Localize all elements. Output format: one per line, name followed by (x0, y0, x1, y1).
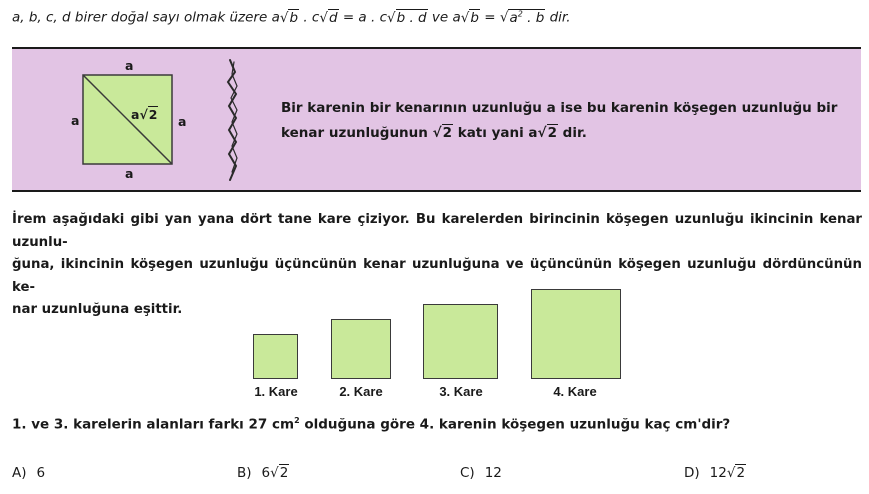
rule-statement (12, 9, 571, 26)
sqrt-d: √d (319, 9, 338, 26)
band-top-border (12, 47, 861, 49)
option-d-sqrt: √2 (726, 465, 746, 481)
rule-prefix: a, b, c, d birer doğal sayı olmak üzere a (12, 9, 280, 26)
option-b-letter: B) (237, 465, 252, 481)
square-1-label: 1. Kare (254, 384, 298, 399)
square-2 (331, 319, 391, 379)
square-3 (423, 304, 498, 379)
rule-mid4: = (479, 9, 500, 26)
figure-side-bottom: a (125, 166, 134, 181)
paragraph-line3: nar uzunluğuna eşittir. (12, 302, 183, 317)
option-c-value: 12 (484, 465, 502, 481)
sqrt-a2b: $√a^2$ . b (499, 9, 545, 26)
figure-diagonal-label: a√2 (131, 107, 158, 122)
sqrt-b-1: √b (279, 9, 299, 26)
rule-mid3: ve a (427, 9, 461, 26)
option-a-letter: A) (12, 465, 27, 481)
info-line1: Bir karenin bir kenarının uzunluğu a ise bu karenin köşegen uzunluğu bir (281, 100, 838, 116)
square-2-label: 2. Kare (339, 384, 383, 399)
option-b-coef: 6 (261, 465, 271, 481)
option-d[interactable] (684, 465, 746, 481)
option-b-sqrt: √2 (270, 465, 289, 481)
question-text: 1. ve 3. karelerin alanları farkı 27 $cm^2$ olduğuna göre 4. karenin köşegen uzunluğu kaç cm'dir? (12, 416, 731, 433)
info-line2: kenar uzunluğunun √2 katı yani a√2 dir. (281, 125, 587, 141)
option-d-coef: 12 (709, 465, 727, 481)
figure-side-right: a (178, 114, 187, 129)
band-bottom-border (12, 190, 861, 192)
paragraph-line1: İrem aşağıdaki gibi yan yana dört tane kare çiziyor. Bu karelerden birincinin köşegen uzunluğu ikincinin kenar uzunlu- (12, 212, 862, 250)
rule-mid2: = a . c (338, 9, 387, 26)
square-1 (253, 334, 298, 379)
option-c-letter: C) (460, 465, 475, 481)
sqrt-b-2: √b (460, 9, 479, 26)
square-3-label: 3. Kare (439, 384, 483, 399)
option-d-letter: D) (684, 465, 700, 481)
squiggle-divider (222, 56, 244, 186)
rule-suffix: dir. (545, 9, 571, 26)
option-a-value: 6 (36, 465, 46, 481)
paragraph-line2: ğuna, ikincinin köşegen uzunluğu üçüncünün kenar uzunluğuna ve üçüncünün köşegen uzunluğu dördüncünün ke- (12, 257, 862, 295)
info-text (281, 96, 841, 146)
square-4 (531, 289, 621, 379)
option-b[interactable] (237, 465, 289, 481)
option-a[interactable] (12, 465, 45, 481)
rule-mid1: . c (299, 9, 320, 26)
figure-side-top: a (125, 58, 134, 73)
sqrt-bd: √b . d (387, 9, 427, 26)
option-c[interactable] (460, 465, 502, 481)
square-4-label: 4. Kare (553, 384, 597, 399)
figure-side-left: a (71, 113, 80, 128)
